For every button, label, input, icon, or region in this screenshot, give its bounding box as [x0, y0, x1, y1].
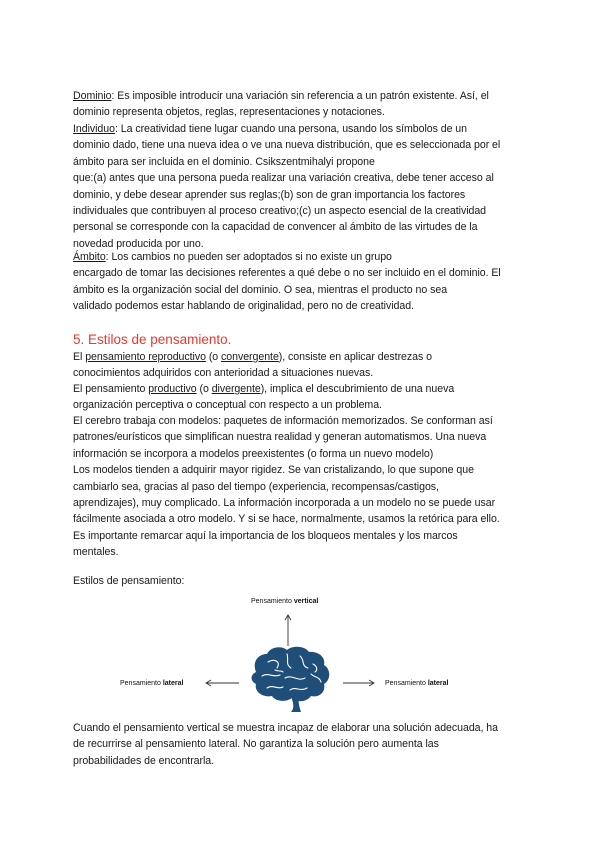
right-label-bold: lateral [427, 680, 449, 687]
modelos-paragraph: El cerebro trabaja con modelos: paquetes de información memorizados. Se conforman así patrones/eurísticos que simplifican nuestra realidad y generan automatismos. Una nueva información se incorpora a modelos preexistentes (o forma un nuevo modelo) Los modelos tienden a adquirir mayor rigidez. Se van cristalizando, lo que supone que cambiarlo sea, gracias al paso del tiempo (experiencia, recompensas/castigos, aprendizajes), muy complicado. La información incorporada a un modelo no se puede usar fácilmente asociada a otro modelo. Y si se hace, normalmente, usamos la retórica para ello. Es importante remarcar aquí la importancia de los bloqueos mentales y los marcos mentales. [73, 415, 500, 559]
ambito-term: Ámbito [73, 251, 106, 263]
p1-text-a: El [73, 351, 86, 363]
ambito-paragraph [73, 249, 533, 315]
arrow-right-icon [343, 680, 374, 686]
diagram-graphics [105, 592, 505, 712]
thinking-styles-diagram [105, 592, 505, 712]
p2-text-a: El pensamiento [73, 383, 149, 395]
left-label-text: Pensamiento [120, 680, 163, 687]
diagram-caption: Estilos de pensamiento: [73, 575, 185, 587]
top-label-text: Pensamiento [251, 598, 294, 605]
top-label-bold: vertical [293, 598, 319, 605]
dominio-paragraph [73, 88, 533, 121]
p2-text-c: ), implica el descubrimiento de una nueva organización perceptiva o conceptual con respecto a un problema. [73, 383, 455, 412]
section-heading: 5. Estilos de pensamiento. [73, 332, 232, 347]
p1-text-b: (o [205, 351, 222, 363]
p1-term-convergente: convergente [221, 351, 279, 363]
arrow-left-icon [206, 680, 239, 686]
conclusion-paragraph: Cuando el pensamiento vertical se muestra incapaz de elaborar una solución adecuada, ha de recurrirse al pensamiento lateral. No garantiza la solución pero aumenta las probabilidades de encontrarla. [73, 722, 498, 767]
individuo-text: : La creatividad tiene lugar cuando una persona, usando los símbolos de un dominio dado, tiene una nueva idea o ve una nueva distribución, que es seleccionada por el ámbito para ser incluida en el dominio. Csikszentmihalyi propone que:(a) antes que una persona pueda realizar una variación creativa, debe tener acceso al dominio, y debe desear aprender sus reglas;(b) son de gran importancia los factores individuales que contribuyen al proceso creativo;(c) un aspecto esencial de la creatividad personal se corresponde con la capacidad de convencer al ámbito de las virtudes de la novedad producida por uno. [73, 123, 501, 250]
reproductivo-paragraph [73, 349, 533, 382]
dominio-term: Dominio [73, 90, 112, 102]
individuo-term: Individuo [73, 123, 115, 135]
p2-term-productivo: productivo [148, 383, 197, 395]
arrow-up-icon [285, 615, 291, 646]
left-label-bold: lateral [162, 680, 184, 687]
p1-term-reproductivo: pensamiento reproductivo [85, 351, 206, 363]
ambito-text: : Los cambios no pueden ser adoptados si no existe un grupo encargado de tomar las decisiones referentes a qué debe o no ser incluido en el dominio. El ámbito es la organización social del dominio. O sea, mientras el producto no sea validado podemos estar hablando de originalidad, pero no de creatividad. [73, 251, 501, 313]
p2-text-b: (o [196, 383, 212, 395]
right-label-text: Pensamiento [385, 680, 428, 687]
dominio-text: : Es imposible introducir una variación sin referencia a un patrón existente. Así, el dominio representa objetos, reglas, representaciones y notaciones. [73, 90, 489, 119]
productivo-paragraph [73, 381, 533, 414]
p2-term-divergente: divergente [211, 383, 261, 395]
p1-text-c: ), consiste en aplicar destrezas o conocimientos adquiridos con anterioridad a situaciones nuevas. [73, 351, 432, 380]
individuo-paragraph [73, 121, 533, 252]
brain-icon [252, 647, 330, 712]
